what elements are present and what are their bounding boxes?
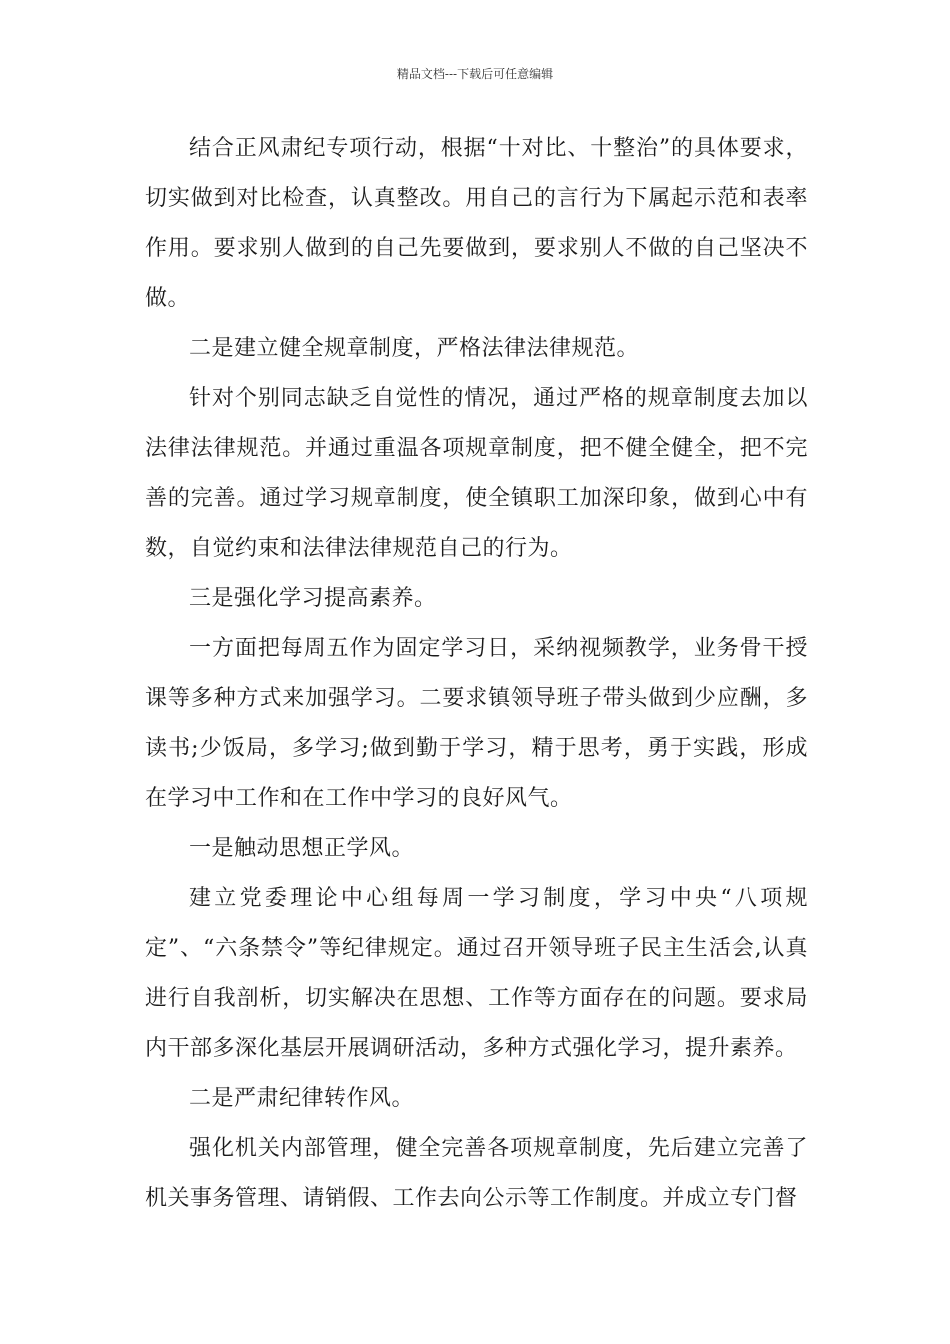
paragraph-5: 一方面把每周五作为固定学习日，采纳视频教学，业务骨干授课等多种方式来加强学习。二要求镇领导班子带头做到少应酬，多读书;少饭局，多学习;做到勤于学习，精于思考，勇于实践，形成在学习中工作和在工作中学习的良好风气。 [145, 636, 808, 811]
page-header: 精品文档---下载后可任意编辑 [396, 67, 554, 81]
paragraph-3: 针对个别同志缺乏自觉性的情况，通过严格的规章制度去加以法律法律规范。并通过重温各项规章制度，把不健全健全，把不完善的完善。通过学习规章制度，使全镇职工加深印象，做到心中有数，自觉约束和法律法律规范自己的行为。 [145, 386, 808, 561]
heading-2-establish-rules: 二是建立健全规章制度，严格法律法律规范。 [189, 336, 640, 361]
heading-1-study-style: 一是触动思想正学风。 [189, 836, 415, 861]
paragraph-7: 建立党委理论中心组每周一学习制度，学习中央“八项规定”、“六条禁令”等纪律规定。通过召开领导班子民主生活会,认真进行自我剖析，切实解决在思想、工作等方面存在的问题。要求局内干部多深化基层开展调研活动，多种方式强化学习，提升素养。 [145, 886, 808, 1061]
document-body [145, 124, 808, 1224]
paragraph-1: 结合正风肃纪专项行动，根据“十对比、十整治”的具体要求，切实做到对比检查，认真整改。用自己的言行为下属起示范和表率作用。要求别人做到的自己先要做到，要求别人不做的自己坚决不做。 [145, 136, 808, 311]
paragraph-9: 强化机关内部管理，健全完善各项规章制度，先后建立完善了机关事务管理、请销假、工作去向公示等工作制度。并成立专门督 [145, 1136, 808, 1211]
heading-2-discipline-style: 二是严肃纪律转作风。 [189, 1086, 415, 1111]
heading-3-strengthen-learning: 三是强化学习提高素养。 [189, 586, 437, 611]
